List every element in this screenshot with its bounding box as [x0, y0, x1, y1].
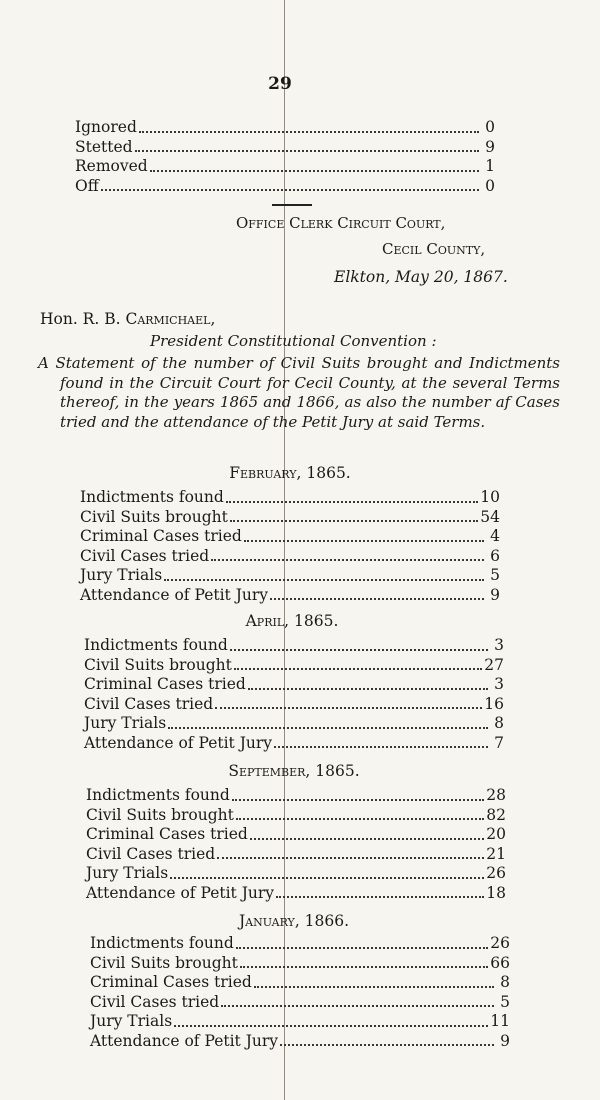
leader-dots	[230, 649, 488, 651]
term-row-label: Civil Cases tried	[90, 992, 220, 1011]
term-row-value: 5	[490, 566, 500, 584]
place-date: Elkton, May 20, 1867.	[334, 268, 508, 286]
term-row	[90, 934, 510, 954]
leader-dots	[236, 947, 488, 949]
term-row-label: Jury Trials	[80, 566, 163, 584]
leader-dots	[270, 598, 484, 600]
term-row-label: Civil Suits brought	[86, 805, 234, 824]
leader-dots	[221, 1005, 494, 1007]
term-row-value: 10	[480, 488, 500, 506]
term-month: January	[238, 912, 295, 930]
term-row	[84, 695, 504, 715]
term-row	[80, 586, 500, 606]
term-heading-january-1866	[14, 912, 574, 930]
term-row-value: 20	[486, 825, 506, 843]
term-row-label: Attendance of Petit Jury	[90, 1031, 279, 1050]
term-row-value: 5	[500, 992, 510, 1011]
term-year: , 1865.	[296, 464, 351, 482]
page-number: 29	[268, 74, 292, 94]
term-row	[86, 845, 506, 865]
leader-dots	[236, 818, 484, 820]
term-row	[90, 954, 510, 974]
addressee-title: President Constitutional Convention :	[150, 332, 437, 350]
term-row-label: Civil Suits brought	[80, 507, 228, 526]
term-row-label: Civil Suits brought	[90, 953, 238, 972]
term-row-value: 26	[486, 864, 506, 882]
term-row-label: Attendance of Petit Jury	[86, 883, 275, 902]
leader-dots	[254, 986, 494, 988]
leader-dots	[234, 668, 482, 670]
summary-label: Ignored	[75, 118, 137, 136]
term-row-label: Civil Cases tried	[84, 694, 214, 713]
term-row-label: Attendance of Petit Jury	[84, 733, 273, 752]
term-row-label: Indictments found	[86, 786, 230, 804]
term-row-value: 82	[486, 805, 506, 824]
summary-value: 1	[485, 157, 495, 175]
summary-row-stetted	[75, 138, 495, 158]
term-row	[84, 714, 504, 734]
leader-dots	[226, 501, 478, 503]
leader-dots	[168, 727, 488, 729]
term-row-label: Civil Cases tried	[86, 844, 216, 863]
leader-dots	[248, 688, 488, 690]
leader-dots	[215, 707, 482, 709]
leader-dots	[232, 799, 484, 801]
term-row	[86, 825, 506, 845]
leader-dots	[211, 559, 484, 561]
term-row-value: 11	[490, 1012, 510, 1030]
summary-row-ignored	[75, 118, 495, 138]
term-year: , 1865.	[305, 762, 360, 780]
term-row-label: Attendance of Petit Jury	[80, 585, 269, 604]
term-row-label: Criminal Cases tried	[86, 825, 248, 843]
term-row-value: 3	[494, 675, 504, 693]
term-row	[86, 786, 506, 806]
term-month: April	[245, 612, 285, 630]
term-row-label: Indictments found	[90, 934, 234, 952]
term-row-label: Indictments found	[80, 488, 224, 506]
term-row-value: 21	[486, 844, 506, 863]
leader-dots	[217, 857, 484, 859]
addressee-prefix: Hon. R. B.	[40, 310, 126, 328]
term-row	[86, 864, 506, 884]
term-month: February	[229, 464, 297, 482]
term-row-value: 3	[494, 636, 504, 654]
term-row	[80, 527, 500, 547]
summary-list	[75, 118, 495, 196]
leader-dots	[230, 520, 478, 522]
leader-dots	[164, 579, 484, 581]
term-year: , 1866.	[294, 912, 350, 930]
term-heading-september-1865	[14, 762, 574, 780]
summary-label: Removed	[75, 157, 148, 175]
term-row-label: Jury Trials	[84, 714, 167, 732]
section-divider	[272, 204, 312, 206]
term-row-value: 54	[480, 507, 500, 526]
leader-dots	[139, 131, 479, 133]
term-row	[90, 1012, 510, 1032]
term-row-label: Indictments found	[84, 636, 228, 654]
leader-dots	[276, 896, 484, 898]
term-row-value: 28	[486, 786, 506, 804]
term-row-value: 9	[500, 1031, 510, 1050]
term-heading-february-1865	[10, 464, 570, 482]
term-row-label: Civil Cases tried	[80, 546, 210, 565]
leader-dots	[174, 1025, 488, 1027]
leader-dots	[135, 150, 479, 152]
term-row	[86, 806, 506, 826]
term-row-value: 16	[484, 694, 504, 713]
term-row-label: Civil Suits brought	[84, 655, 232, 674]
term-row-value: 8	[494, 714, 504, 732]
term-row	[90, 993, 510, 1013]
term-month: September	[228, 762, 306, 780]
term-row-value: 7	[494, 733, 504, 752]
term-row-value: 66	[490, 953, 510, 972]
term-row-value: 9	[490, 585, 500, 604]
leader-dots	[170, 877, 484, 879]
term-row	[84, 656, 504, 676]
office-line-2: Cecil County,	[382, 240, 486, 258]
addressee	[40, 310, 215, 328]
term-heading-april-1865	[12, 612, 572, 630]
statement-paragraph: A Statement of the number of Civil Suits brought and Indictments found in the Circuit Court for Cecil County, at the several Terms thereof, in the years 1865 and 1866, as also the number af Cases tried and the attendance of the Petit Jury at said Terms.	[38, 354, 560, 431]
term-row-value: 6	[490, 546, 500, 565]
term-row	[80, 488, 500, 508]
term-row	[80, 547, 500, 567]
leader-dots	[274, 746, 488, 748]
term-row	[84, 675, 504, 695]
term-row	[84, 734, 504, 754]
term-row	[90, 973, 510, 993]
addressee-name: Carmichael,	[125, 310, 216, 328]
leader-dots	[240, 966, 488, 968]
term-row	[90, 1032, 510, 1052]
leader-dots	[280, 1044, 494, 1046]
term-list-february-1865	[80, 488, 500, 605]
leader-dots	[150, 170, 479, 172]
summary-value: 9	[485, 137, 495, 156]
leader-dots	[244, 540, 484, 542]
term-row-value: 18	[486, 883, 506, 902]
term-row	[86, 884, 506, 904]
term-list-april-1865	[84, 636, 504, 753]
term-row	[80, 566, 500, 586]
office-line-1: Office Clerk Circuit Court,	[236, 214, 446, 232]
summary-label: Stetted	[75, 137, 133, 156]
term-year: , 1865.	[284, 612, 339, 630]
term-row-label: Criminal Cases tried	[84, 675, 246, 693]
term-row-label: Criminal Cases tried	[90, 973, 252, 991]
leader-dots	[101, 189, 479, 191]
summary-row-removed	[75, 157, 495, 177]
term-row-label: Criminal Cases tried	[80, 527, 242, 545]
term-row-label: Jury Trials	[90, 1012, 173, 1030]
summary-row-off	[75, 177, 495, 197]
summary-value: 0	[485, 118, 495, 136]
term-row-label: Jury Trials	[86, 864, 169, 882]
term-row-value: 4	[490, 527, 500, 545]
summary-label: Off	[75, 176, 99, 195]
term-row	[80, 508, 500, 528]
term-list-january-1866	[90, 934, 510, 1051]
term-list-september-1865	[86, 786, 506, 903]
term-row-value: 26	[490, 934, 510, 952]
summary-value: 0	[485, 176, 495, 195]
term-row-value: 8	[500, 973, 510, 991]
leader-dots	[250, 838, 484, 840]
term-row	[84, 636, 504, 656]
term-row-value: 27	[484, 655, 504, 674]
